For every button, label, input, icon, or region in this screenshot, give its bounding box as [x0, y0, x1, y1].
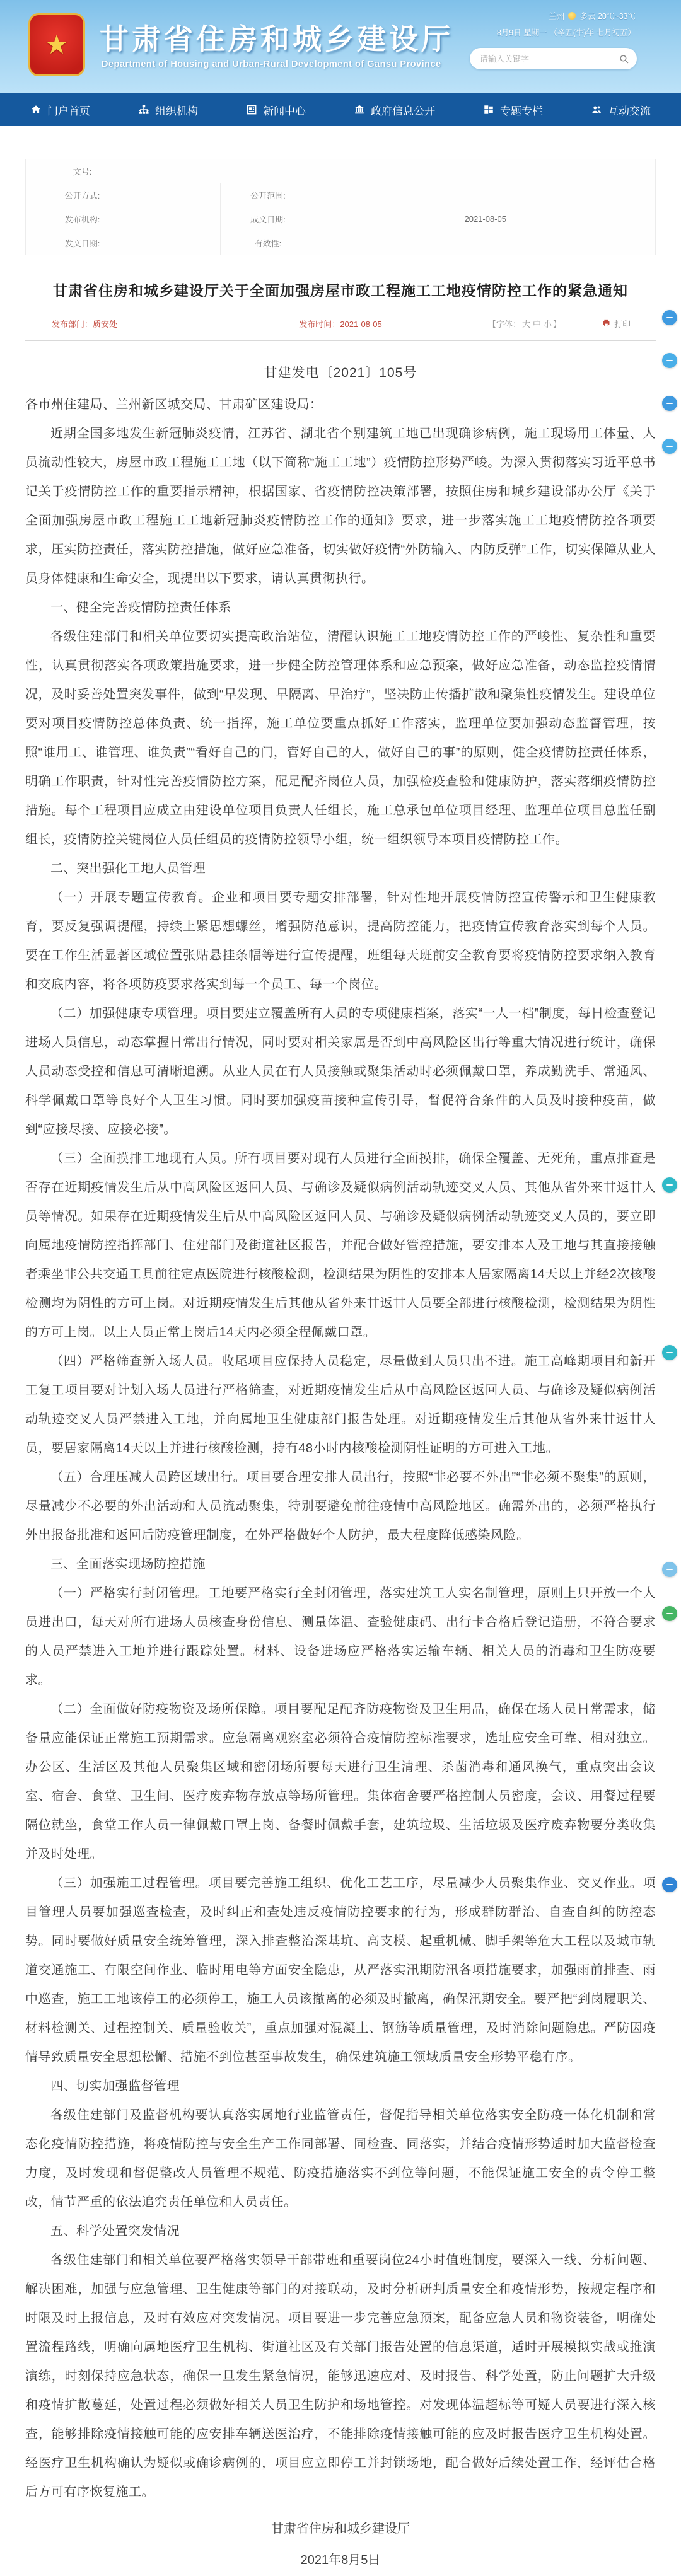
font-size-suffix: 】 [552, 320, 561, 329]
nav-item-organization[interactable]: 组织机构 [138, 102, 198, 118]
float-widget-icon[interactable] [662, 353, 677, 368]
signature-organization: 甘肃省住房和城乡建设厅 [271, 2522, 410, 2536]
open-scope-value [315, 183, 656, 207]
issue-date-value [139, 231, 221, 255]
font-size-large-button[interactable]: 大 [521, 320, 530, 329]
issuer-value [139, 207, 221, 231]
validity-label: 有效性: [221, 231, 315, 255]
float-widget-icon[interactable] [662, 1562, 677, 1577]
article-paragraph: 各级住建部门和相关单位要切实提高政治站位，清醒认识施工工地疫情防控工作的严峻性、复杂性和重要性，认真贯彻落实各项政策措施要求，进一步健全防控管理体系和应急预案，做好应急准备，动态监控疫情情况，及时妥善处置突发事件，做到“早发现、早隔离、早治疗”，坚决防止传播扩散和聚集性疫情发生。建设单位要对项目疫情防控总体负责、统一指挥，施工单位要重点抓好工作落实，监理单位要加强动态监督管理，按照“谁用工、谁管理、谁负责”“看好自己的门，管好自己的人，做好自己的事”的原则，健全疫情防控责任体系，明确工作职责，针对性完善疫情防控方案，配足配齐岗位人员，加强检疫查验和健康防护，落实落细疫情防控措施。每个工程项目应成立由建设单位项目负责人任组长，施工总承包单位项目经理、监理单位项目总监任副组长，疫情防控关键岗位人员任组员的疫情防控领导小组，统一组织领导本项目疫情防控工作。 [25, 630, 656, 846]
article-paragraph: （三）全面摸排工地现有人员。所有项目要对现有人员进行全面摸排，确保全覆盖、无死角，重点排查是否存在近期疫情发生后从中高风险区返回人员、与确诊及疑似病例活动轨迹交叉人员、其他从省外来甘返甘人员等情况。如果存在近期疫情发生后从中高风险区返回人员、与确诊及疑似病例活动轨迹交叉人员的，要立即向属地疫情防控指挥部门、住建部门及街道社区报告，并配合做好管控措施，要安排本人及工地与其直接接触者乘坐非公共交通工具前往定点医院进行核酸检测，检测结果为阴性的安排本人居家隔离14天以上并经2次核酸检测均为阴性的方可上岗。对近期疫情发生后其他从省外来甘返甘人员要全部进行核酸检测，检测结果为阴性的方可上岗。以上人员正常上岗后14天内必须全程佩戴口罩。 [25, 1152, 656, 1339]
float-widget-icon[interactable] [662, 1606, 677, 1621]
article-paragraph: （二）加强健康专项管理。项目要建立覆盖所有人员的专项健康档案，落实“一人一档”制度，每日检查登记进场人员信息，动态掌握日常出行情况，同时要对相关家属是否到中高风险区出行等重大情况进行统计，确保人员动态受控和信息可清晰追溯。从业人员在有人员接触或聚集活动时必须佩戴口罩，养成勤洗手、常通风、科学佩戴口罩等良好个人卫生习惯。同时要加强疫苗接种宣传引导，督促符合条件的人员及时接种疫苗，做到“应接尽接、应接必接”。 [25, 1007, 656, 1136]
grid-icon [483, 104, 494, 115]
font-size-small-button[interactable]: 小 [543, 320, 552, 329]
article-paragraph: （三）加强施工过程管理。项目要完善施工组织、优化工艺工序，尽量减少人员聚集作业、交叉作业。项目管理人员要加强巡查检查，及时纠正和查处违反疫情防控要求的行为，形成群防群治、自查自纠的防控态势。同时要做好质量安全统筹管理，深入排查整治深基坑、高支模、起重机械、脚手架等危大工程以及城市轨道交通施工、有限空间作业、临时用电等方面安全隐患，从严落实汛期防汛各项措施要求，加强雨前排查、雨中巡查，施工工地该停工的必须停工，施工人员该撤离的必须及时撤离，确保汛期安全。要严把“到岗履职关、材料检测关、过程控制关、质量验收关”，重点加强对混凝土、钢筋等质量管理，及时消除问题隐患。严防因疫情导致质量安全思想松懈、措施不到位甚至事故发生，确保建筑施工领域质量安全形势平稳有序。 [25, 1876, 656, 2064]
publish-time: 发布时间：2021-08-05 [299, 320, 382, 329]
article-paragraph: 一、健全完善疫情防控责任体系 [50, 601, 231, 615]
table-row [26, 231, 656, 255]
article-meta-bar [25, 318, 656, 341]
printer-icon [602, 318, 611, 330]
newspaper-icon [246, 104, 257, 115]
nav-item-home[interactable]: 门户首页 [30, 102, 90, 118]
article-paragraph: （二）全面做好防疫物资及场所保障。项目要配足配齐防疫物资及卫生用品，确保在场人员日常需求，储备量应能保证正常施工预期需求。应急隔离观察室必须符合疫情防控标准要求，选址应安全可靠、相对独立。办公区、生活区及其他人员聚集区域和密闭场所要每天进行卫生清理、杀菌消毒和通风换气，重点突出会议室、宿舍、食堂、卫生间、医疗废弃物存放点等场所管理。集体宿舍要严格控制人员密度，会议、用餐过程要隔位就坐，食堂工作人员一律佩戴口罩上岗、备餐时佩戴手套，建筑垃圾、生活垃圾及医疗废弃物要分类收集并及时处理。 [25, 1702, 656, 1861]
site-subtitle-en: Department of Housing and Urban-Rural Development of Gansu Province [102, 59, 441, 69]
star-icon: ★ [45, 30, 69, 59]
table-row [26, 159, 656, 183]
nav-item-gov-info[interactable]: 政府信息公开 [354, 102, 435, 118]
open-mode-value [139, 183, 221, 207]
doc-number-label: 文号: [26, 159, 139, 183]
site-title: 甘肃省住房和城乡建设厅 [100, 23, 453, 55]
sitemap-icon [138, 104, 149, 115]
publish-department: 发布部门：质安处 [52, 320, 118, 329]
document-number: 甘建发电〔2021〕105号 [264, 366, 417, 380]
float-widget-icon[interactable] [662, 1177, 677, 1193]
weather-city: 兰州 [549, 12, 565, 21]
article-paragraph: 三、全面落实现场防控措施 [50, 1557, 206, 1571]
issue-date-label: 发文日期: [26, 231, 139, 255]
font-size-medium-button[interactable]: 中 [532, 320, 541, 329]
document-meta-table [25, 159, 656, 255]
font-size-control [488, 318, 561, 330]
signature-date: 2021年8月5日 [300, 2553, 381, 2567]
national-emblem-logo [25, 10, 88, 79]
article-paragraph: 各级住建部门及监督机构要认真落实属地行业监管责任，督促指导相关单位落实安全防疫一体化机制和常态化疫情防控措施，将疫情防控与安全生产工作同部署、同检查、同落实，并结合疫情形势适时加大监督检查力度，及时发现和督促整改人员管理不规范、防疫措施落实不到位等问题，不能保证施工安全的责令停工整改，情节严重的依法追究责任单位和人员责任。 [25, 2108, 656, 2209]
float-widget-icon[interactable] [662, 1877, 677, 1892]
written-date-label: 成文日期: [221, 207, 315, 231]
article-paragraph: 近期全国多地发生新冠肺炎疫情，江苏省、湖北省个别建筑工地已出现确诊病例，施工现场用工体量、人员流动性较大，房屋市政工程施工工地（以下简称“施工工地”）疫情防控形势严峻。为深入贯彻落实习近平总书记关于疫情防控工作的重要指示精神，根据国家、省疫情防控决策部署，按照住房和城乡建设部办公厅《关于全面加强房屋市政工程施工工地新冠肺炎疫情防控工作的通知》要求，进一步落实施工工地疫情防控各项要求，压实防控责任，落实防控措施，做好应急准备，切实做好疫情“外防输入、内防反弹”工作，切实保障从业人员身体健康和生命安全，现提出以下要求，请认真贯彻执行。 [25, 427, 656, 586]
table-row [26, 207, 656, 231]
article-paragraph: 各级住建部门和相关单位要严格落实领导干部带班和重要岗位24小时值班制度，要深入一线、分析问题、解决困难，加强与应急管理、卫生健康等部门的对接联动，及时分析研判质量安全和疫情形势，按规定程序和时限及时上报信息，及时有效应对突发情况。项目要进一步完善应急预案，配备应急人员和物资装备，明确处置流程路线，明确向属地医疗卫生机构、街道社区及有关部门报告处置的信息渠道，适时开展模拟实战或推演演练，时刻保持应急状态，确保一旦发生紧急情况，能够迅速应对、及时报告、科学处置，防止问题扩大升级和疫情扩散蔓延，处置过程必须做好相关人员卫生防护和场地管控。对发现体温超标等可疑人员要进行深入核查，能够排除疫情接触可能的应安排车辆送医治疗，不能排除疫情接触可能的应及时报告医疗卫生机构处置。经医疗卫生机构确认为疑似或确诊病例的，项目应立即停工并封锁场地，配合做好后续处置工作，经评估合格后方可有序恢复施工。 [25, 2253, 656, 2499]
search-icon[interactable] [619, 54, 629, 64]
page-title: 甘肃省住房和城乡建设厅关于全面加强房屋市政工程施工工地疫情防控工作的紧急通知 [53, 282, 628, 299]
home-icon [30, 104, 42, 115]
signature-block [25, 2513, 656, 2576]
float-widget-icon[interactable] [662, 439, 677, 454]
government-building-icon [354, 104, 365, 115]
article-paragraph: （一）开展专题宣传教育。企业和项目要专题安排部署，针对性地开展疫情防控宣传警示和卫生健康教育，要反复强调提醒，持续上紧思想螺丝，增强防范意识，提高防控能力，把疫情宣传教育落实到每个人员。要在工作生活显著区域位置张贴悬挂条幅等进行宣传提醒，班组每天班前安全教育要将疫情防控要求纳入教育和交底内容，将各项防疫要求落实到每一个员工、每一个岗位。 [25, 891, 656, 991]
float-widget-icon[interactable] [662, 1345, 677, 1360]
font-size-prefix: 【字体： [487, 320, 521, 329]
doc-number-value [139, 159, 656, 183]
search-input[interactable] [480, 54, 619, 64]
written-date-value: 2021-08-05 [315, 207, 656, 231]
weather-text: 多云 20℃~33℃ [579, 12, 636, 21]
open-mode-label: 公开方式: [26, 183, 139, 207]
table-row [26, 183, 656, 207]
article-paragraph: （四）严格筛查新入场人员。收尾项目应保持人员稳定，尽量做到人员只出不进。施工高峰期项目和新开工复工项目要对计划入场人员进行严格筛查，对近期疫情发生后从中高风险区返回人员、与确诊及疑似病例活动轨迹交叉人员严禁进入工地，并向属地卫生健康部门报告处理。对近期疫情发生后其他从省外来甘返甘人员，要居家隔离14天以上并进行核酸检测，持有48小时内核酸检测阴性证明的方可进入工地。 [25, 1354, 656, 1455]
people-icon [591, 104, 602, 115]
main-nav [0, 93, 681, 126]
site-header [0, 0, 681, 93]
date-text: 8月9日 星期一 （辛丑(牛)年 七月初五） [496, 28, 636, 37]
article-paragraph: （五）合理压减人员跨区域出行。项目要合理安排人员出行，按照“非必要不外出”“非必须不聚集”的原则，尽量减少不必要的外出活动和人员流动聚集，特别要避免前往疫情中高风险地区。确需外出的，必须严格执行外出报备批准和返回后防疫管理制度，在外严格做好个人防护，最大程度降低感染风险。 [25, 1470, 656, 1542]
validity-value [315, 231, 656, 255]
search-box[interactable] [470, 48, 637, 69]
date-info [497, 26, 636, 38]
nav-item-interaction[interactable]: 互动交流 [591, 102, 651, 118]
article-paragraph: 四、切实加强监督管理 [50, 2079, 180, 2093]
nav-item-special-topics[interactable]: 专题专栏 [483, 102, 543, 118]
issuer-label: 发布机构: [26, 207, 139, 231]
article-paragraph: 五、科学处置突发情况 [50, 2224, 180, 2238]
float-widget-icon[interactable] [662, 396, 677, 411]
weather-info [549, 10, 636, 21]
article-body [25, 390, 656, 2507]
open-scope-label: 公开范围: [221, 183, 315, 207]
article-paragraph: 各市州住建局、兰州新区城交局、甘肃矿区建设局： [25, 398, 323, 412]
article-paragraph: （一）严格实行封闭管理。工地要严格实行全封闭管理，落实建筑工人实名制管理，原则上只开放一个人员进出口，每天对所有进场人员核查身份信息、测量体温、查验健康码、出行卡合格后登记造册，不符合要求的人员严禁进入工地并进行跟踪处置。材料、设备进场应严格落实运输车辆、相关人员的消毒和卫生防疫要求。 [25, 1586, 656, 1687]
print-button[interactable]: 打印 [602, 318, 631, 330]
weather-icon [568, 12, 576, 20]
article-paragraph: 二、突出强化工地人员管理 [50, 862, 206, 875]
float-widget-icon[interactable] [662, 310, 677, 325]
nav-item-news[interactable]: 新闻中心 [246, 102, 306, 118]
